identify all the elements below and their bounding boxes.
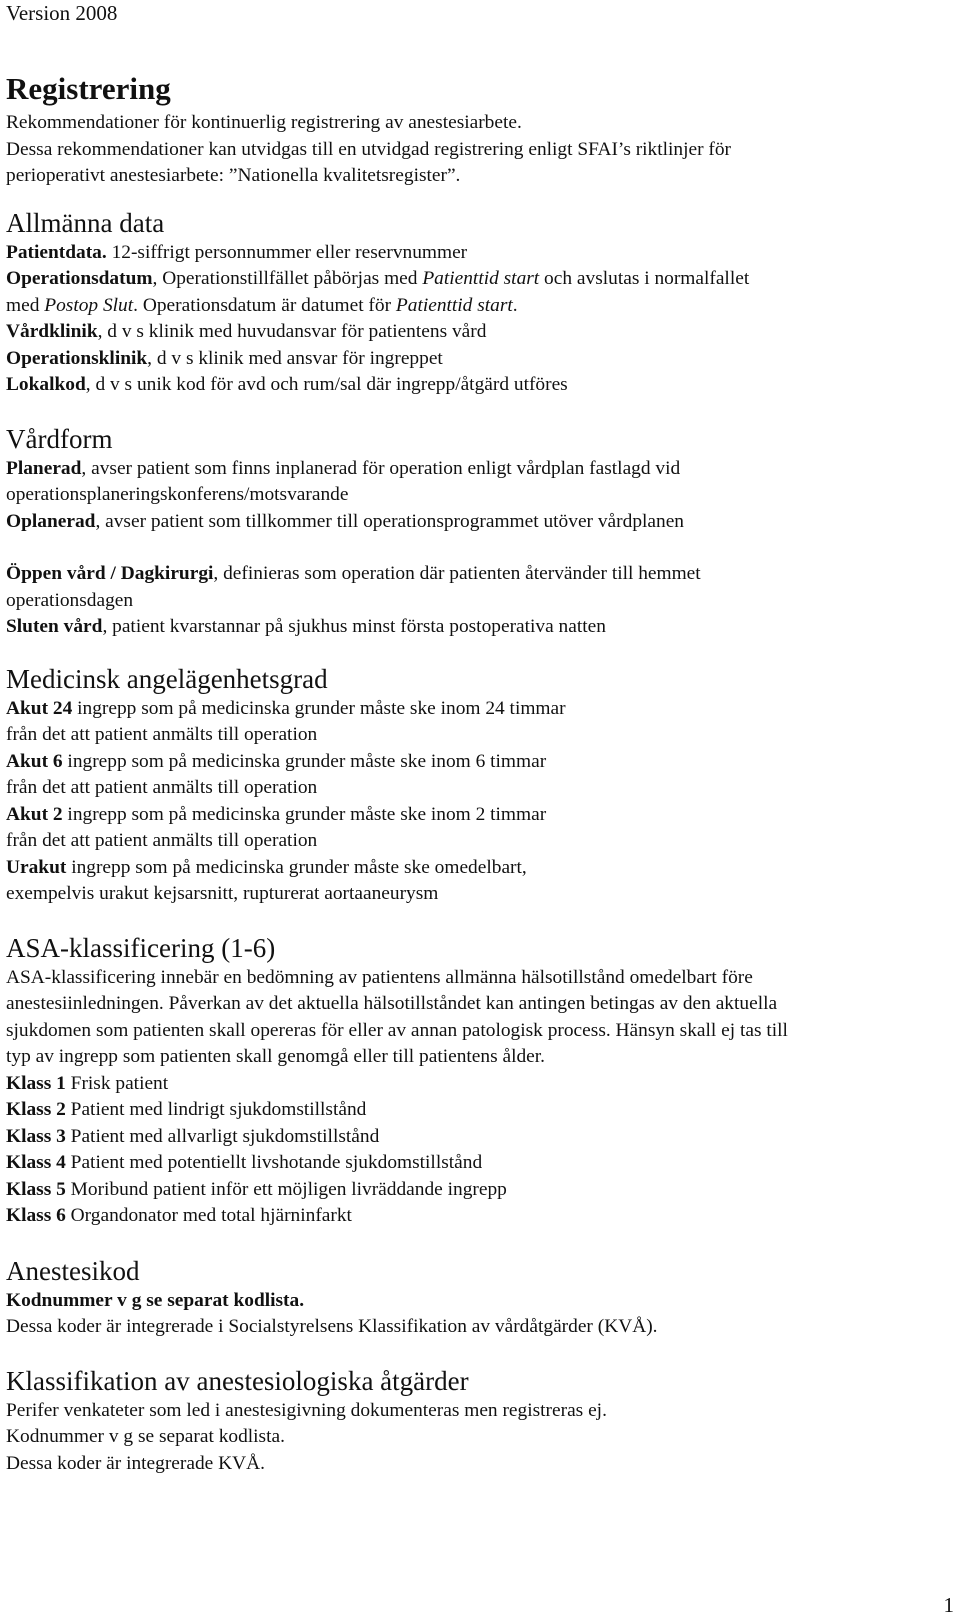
klass-3-label: Klass 3 <box>6 1125 66 1147</box>
patienttid-start-term: Patienttid start <box>422 268 540 289</box>
lokalkod-line <box>6 372 946 399</box>
oplanerad-text: , avser patient som tillkommer till operationsprogrammet utöver vårdplanen <box>95 510 685 532</box>
asa-line-1: ASA-klassificering innebär en bedömning av patientens allmänna hälsotillstånd omedelbart före <box>6 966 753 988</box>
operationsdatum-text-1: , Operationstillfället påbörjas med <box>152 268 423 289</box>
klass-4-label: Klass 4 <box>6 1152 66 1173</box>
klass-2-label: Klass 2 <box>6 1099 66 1120</box>
operationsklinik-text: , d v s klinik med ansvar för ingreppet <box>147 347 443 369</box>
klass-6-label: Klass 6 <box>6 1205 66 1226</box>
anestesikod-bold-text: Kodnummer v g se separat kodlista. <box>6 1289 305 1311</box>
oplanerad-label: Oplanerad <box>6 510 96 532</box>
akut24-line <box>6 696 946 723</box>
oppen-vard-label: Öppen vård / Dagkirurgi <box>6 563 214 584</box>
operationsdatum-line <box>6 266 946 293</box>
sluten-vard-label: Sluten vård <box>6 616 103 637</box>
patienttid-start-term-2: Patienttid start <box>395 294 513 316</box>
akut2-line <box>6 802 946 829</box>
urakut-label: Urakut <box>6 856 67 878</box>
akut2-text: ingrepp som på medicinska grunder måste ske inom 2 timmar <box>62 803 547 825</box>
planerad-label: Planerad <box>6 457 82 479</box>
allmanna-data-heading: Allmänna data <box>6 207 165 238</box>
registrering-line-3: perioperativt anestesiarbete: ”Nationella kvalitetsregister”. <box>6 165 461 186</box>
oppen-vard-text: , definieras som operation där patienten återvänder till hemmet <box>213 563 701 584</box>
anestesikod-line: Dessa koder är integrerade i Socialstyrelsens Klassifikation av vårdåtgärder (KVÅ). <box>6 1316 658 1337</box>
lokalkod-label: Lokalkod <box>6 374 86 395</box>
klass-5-line <box>6 1177 946 1204</box>
asa-line-2: anestesiinledningen. Påverkan av det aktuella hälsotillståndet kan antingen betingas av den aktuella <box>6 993 778 1014</box>
asa-heading: ASA-klassificering (1-6) <box>6 932 276 963</box>
operationsdatum-line-2 <box>6 293 946 320</box>
operationsklinik-label: Operationsklinik <box>6 347 148 369</box>
klass-3-line <box>6 1124 946 1151</box>
klassifikation-line-3: Dessa koder är integrerade KVÅ. <box>6 1452 265 1474</box>
anestesikod-heading: Anestesikod <box>6 1255 140 1286</box>
oplanerad-line <box>6 509 946 536</box>
klassifikation-line-2: Kodnummer v g se separat kodlista. <box>6 1426 285 1447</box>
postop-slut-term: Postop Slut <box>44 294 134 316</box>
akut6-line <box>6 749 946 776</box>
operationsdatum-text-5: . <box>512 294 518 316</box>
klass-1-line <box>6 1071 946 1098</box>
asa-line-3: sjukdomen som patienten skall opereras för eller av annan patologisk process. Hänsyn skall ej tas till <box>6 1019 788 1041</box>
medicinsk-heading: Medicinsk angelägenhetsgrad <box>6 663 328 694</box>
urakut-line <box>6 855 946 882</box>
klass-2-line <box>6 1097 946 1124</box>
operationsdatum-label: Operationsdatum <box>6 268 153 289</box>
klass-6-line <box>6 1203 946 1230</box>
klassifikation-heading: Klassifikation av anestesiologiska åtgärder <box>6 1365 469 1396</box>
akut2-line-2: från det att patient anmälts till operation <box>6 830 318 851</box>
planerad-line-2: operationsplaneringskonferens/motsvarande <box>6 484 349 505</box>
anestesikod-bold-line <box>6 1288 946 1315</box>
operationsklinik-line <box>6 346 946 373</box>
vardform-heading: Vårdform <box>6 423 113 454</box>
patientdata-line <box>6 240 946 267</box>
klassifikation-line-1: Perifer venkateter som led i anestesigivning dokumenteras men registreras ej. <box>6 1399 607 1421</box>
oppen-vard-line-2: operationsdagen <box>6 589 134 611</box>
operationsdatum-text-2: och avslutas i normalfallet <box>539 268 750 289</box>
akut6-label: Akut 6 <box>6 750 63 772</box>
patientdata-text: 12-siffrigt personnummer eller reservnummer <box>106 241 468 263</box>
version-label: Version 2008 <box>6 1 118 25</box>
klass-3-text: Patient med allvarligt sjukdomstillstånd <box>65 1125 380 1147</box>
sluten-vard-text: , patient kvarstannar på sjukhus minst första postoperativa natten <box>102 616 606 637</box>
urakut-text: ingrepp som på medicinska grunder måste ske omedelbart, <box>66 856 527 878</box>
klass-5-label: Klass 5 <box>6 1178 66 1200</box>
planerad-text: , avser patient som finns inplanerad för operation enligt vårdplan fastlagd vid <box>81 457 681 479</box>
akut6-line-2: från det att patient anmälts till operation <box>6 777 318 798</box>
akut24-label: Akut 24 <box>6 697 73 719</box>
operationsdatum-text-4: . Operationsdatum är datumet för <box>133 294 396 316</box>
registrering-heading: Registrering <box>6 71 171 106</box>
urakut-line-2: exempelvis urakut kejsarsnitt, rupturerat aortaaneurysm <box>6 883 439 904</box>
akut2-label: Akut 2 <box>6 803 63 825</box>
akut24-line-2: från det att patient anmälts till operation <box>6 724 318 745</box>
spacer <box>6 535 946 561</box>
oppen-vard-line <box>6 561 946 588</box>
klass-4-text: Patient med potentiellt livshotande sjukdomstillstånd <box>65 1152 483 1173</box>
klass-6-text: Organdonator med total hjärninfarkt <box>65 1205 352 1226</box>
vardklinik-text: , d v s klinik med huvudansvar för patientens vård <box>97 321 487 342</box>
akut24-text: ingrepp som på medicinska grunder måste ske inom 24 timmar <box>72 697 566 719</box>
asa-line-4: typ av ingrepp som patienten skall genomgå eller till patientens ålder. <box>6 1046 546 1067</box>
operationsdatum-text-3: med <box>6 294 45 316</box>
lokalkod-text: , d v s unik kod för avd och rum/sal där ingrepp/åtgärd utföres <box>85 374 568 395</box>
klass-1-text: Frisk patient <box>65 1072 169 1094</box>
document-body <box>6 70 946 1477</box>
page-number: 1 <box>943 1593 954 1617</box>
registrering-line-1: Rekommendationer för kontinuerlig registrering av anestesiarbete. <box>6 112 522 133</box>
klass-4-line <box>6 1150 946 1177</box>
vardklinik-label: Vårdklinik <box>6 321 98 342</box>
klass-2-text: Patient med lindrigt sjukdomstillstånd <box>65 1099 367 1120</box>
sluten-vard-line <box>6 614 946 641</box>
planerad-line <box>6 456 946 483</box>
klass-1-label: Klass 1 <box>6 1072 66 1094</box>
klass-5-text: Moribund patient inför ett möjligen livräddande ingrepp <box>65 1178 507 1200</box>
akut6-text: ingrepp som på medicinska grunder måste ske inom 6 timmar <box>62 750 547 772</box>
registrering-line-2: Dessa rekommendationer kan utvidgas till en utvidgad registrering enligt SFAI’s riktlinjer för <box>6 138 732 160</box>
vardklinik-line <box>6 319 946 346</box>
patientdata-label: Patientdata. <box>6 241 107 263</box>
